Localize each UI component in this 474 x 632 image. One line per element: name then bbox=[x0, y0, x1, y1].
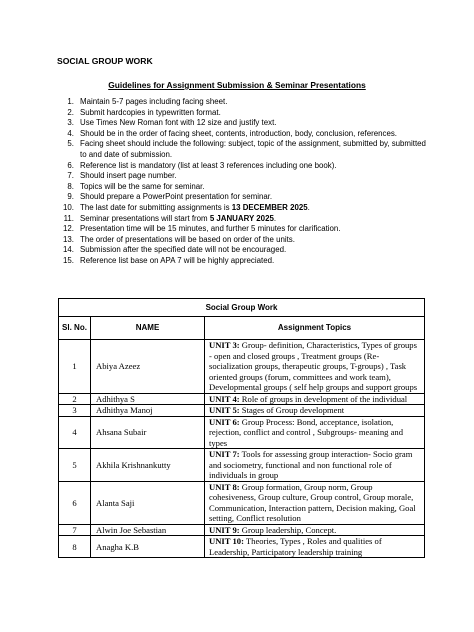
cell-sl-no: 8 bbox=[59, 536, 91, 558]
header-sl-no: Sl. No. bbox=[59, 317, 91, 340]
guideline-text: Presentation time will be 15 minutes, and further 5 minutes for clarification. bbox=[80, 224, 341, 234]
guideline-number: 6. bbox=[67, 160, 74, 170]
guideline-number: 2. bbox=[67, 107, 74, 117]
guideline-item bbox=[58, 203, 428, 214]
guideline-item bbox=[58, 214, 428, 225]
guideline-item bbox=[58, 245, 428, 256]
unit-label: UNIT 9: bbox=[209, 524, 240, 535]
cell-sl-no: 1 bbox=[59, 340, 91, 394]
unit-label: UNIT 3: bbox=[209, 340, 240, 350]
guideline-item bbox=[58, 97, 428, 108]
guideline-date: 5 JANUARY 2025 bbox=[209, 213, 274, 223]
unit-label: UNIT 5: bbox=[209, 405, 240, 415]
guideline-item bbox=[58, 129, 428, 140]
guideline-text bbox=[80, 214, 428, 225]
guideline-number: 11. bbox=[63, 213, 74, 223]
topic-text: Role of groups in development of the individual bbox=[239, 393, 408, 404]
cell-student-name: Akhila Krishnankutty bbox=[91, 449, 205, 482]
cell-assignment-topic bbox=[205, 481, 425, 524]
cell-sl-no: 3 bbox=[59, 405, 91, 417]
table-row bbox=[59, 393, 425, 405]
topic-text: Group- definition, Characteristics, Types of groups - open and closed groups , Treatment groups (Re-socialization groups, therapeutic groups, T-groups) , Task oriented groups (forum, committees and work team), Developmental groups ( self help groups and support groups bbox=[209, 340, 418, 392]
cell-assignment-topic bbox=[205, 405, 425, 417]
guidelines-list bbox=[58, 97, 428, 267]
guideline-item bbox=[58, 192, 428, 203]
table-row bbox=[59, 524, 425, 536]
cell-assignment-topic bbox=[205, 536, 425, 558]
table-body bbox=[59, 340, 425, 558]
guideline-number: 14. bbox=[63, 245, 74, 255]
table-header-row bbox=[59, 317, 425, 340]
topic-text: Group formation, Group norm, Group cohesiveness, Group culture, Group control, Group morale, Communication, Interaction pattern, Decision making, Goal setting, Conflict resolution bbox=[209, 481, 416, 523]
cell-sl-no: 4 bbox=[59, 416, 91, 449]
guideline-number: 5. bbox=[67, 139, 74, 149]
cell-sl-no: 7 bbox=[59, 524, 91, 536]
guideline-text-suffix: . bbox=[307, 202, 310, 212]
guideline-number: 13. bbox=[63, 234, 74, 244]
guideline-text bbox=[80, 203, 428, 214]
cell-student-name: Alanta Saji bbox=[91, 481, 205, 524]
guideline-text: Should be in the order of facing sheet, contents, introduction, body, conclusion, references. bbox=[80, 128, 397, 138]
cell-sl-no: 2 bbox=[59, 393, 91, 405]
guideline-text: Submit hardcopies in typewritten format. bbox=[80, 107, 221, 117]
guideline-text-prefix: The last date for submitting assignments is bbox=[80, 202, 232, 212]
guideline-number: 1. bbox=[67, 97, 74, 106]
guideline-number: 3. bbox=[67, 118, 74, 128]
cell-student-name: Alwin Joe Sebastian bbox=[91, 524, 205, 536]
table-row bbox=[59, 481, 425, 524]
guideline-text: Use Times New Roman font with 12 size and justify text. bbox=[80, 118, 277, 128]
guideline-number: 4. bbox=[67, 128, 74, 138]
cell-assignment-topic bbox=[205, 416, 425, 449]
table-row bbox=[59, 340, 425, 394]
guideline-number: 10. bbox=[63, 202, 74, 212]
unit-label: UNIT 7: bbox=[209, 449, 240, 459]
unit-label: UNIT 4: bbox=[209, 393, 240, 404]
table-row bbox=[59, 416, 425, 449]
unit-label: UNIT 8: bbox=[209, 481, 240, 492]
guideline-item bbox=[58, 171, 428, 182]
guideline-item bbox=[58, 256, 428, 267]
guideline-text: Facing sheet should include the following: subject, topic of the assignment, submitted by, submitted to and date of submission. bbox=[80, 139, 426, 159]
guideline-text: Topics will be the same for seminar. bbox=[80, 181, 205, 191]
topic-text: Tools for assessing group interaction- Socio gram and sociometry, functional and non functional role of individuals in group bbox=[209, 449, 413, 480]
document-title: SOCIAL GROUP WORK bbox=[57, 56, 153, 66]
guideline-item bbox=[58, 235, 428, 246]
guideline-text: Should insert page number. bbox=[80, 171, 177, 181]
topic-text: Group Process: Bond, acceptance, isolation, rejection, conflict and control , Subgroups- meaning and types bbox=[209, 416, 404, 448]
cell-assignment-topic bbox=[205, 340, 425, 394]
guideline-number: 15. bbox=[63, 255, 74, 265]
cell-assignment-topic bbox=[205, 449, 425, 482]
cell-sl-no: 5 bbox=[59, 449, 91, 482]
guideline-text: Maintain 5-7 pages including facing sheet. bbox=[80, 97, 228, 106]
guideline-number: 8. bbox=[67, 181, 74, 191]
guideline-text: Reference list is mandatory (list at least 3 references including one book). bbox=[80, 160, 337, 170]
guideline-number: 12. bbox=[63, 224, 74, 234]
guideline-item bbox=[58, 182, 428, 193]
cell-sl-no: 6 bbox=[59, 481, 91, 524]
guideline-number: 9. bbox=[67, 192, 74, 202]
topic-text: Theories, Types , Roles and qualities of Leadership, Participatory leadership training bbox=[209, 536, 382, 557]
table-row bbox=[59, 536, 425, 558]
table-row bbox=[59, 449, 425, 482]
guideline-date: 13 DECEMBER 2025 bbox=[231, 202, 308, 212]
cell-student-name: Ahsana Subair bbox=[91, 416, 205, 449]
guideline-item bbox=[58, 224, 428, 235]
guideline-text: Reference list base on APA 7 will be highly appreciated. bbox=[80, 255, 275, 265]
table-caption: Social Group Work bbox=[59, 299, 425, 317]
guideline-text-suffix: . bbox=[273, 213, 277, 223]
cell-student-name: Abiya Azeez bbox=[91, 340, 205, 394]
guidelines-heading: Guidelines for Assignment Submission & Seminar Presentations bbox=[108, 80, 366, 90]
guideline-text: The order of presentations will be based on order of the units. bbox=[80, 234, 295, 244]
cell-assignment-topic bbox=[205, 393, 425, 405]
header-assignment-topics: Assignment Topics bbox=[205, 317, 425, 340]
guideline-number: 7. bbox=[67, 171, 74, 181]
guideline-item bbox=[58, 118, 428, 129]
guideline-text: Submission after the specified date will not be encouraged. bbox=[80, 245, 287, 255]
header-name: NAME bbox=[91, 317, 205, 340]
cell-student-name: Adhithya Manoj bbox=[91, 405, 205, 417]
unit-label: UNIT 10: bbox=[209, 536, 244, 546]
cell-student-name: Adhithya S bbox=[91, 393, 205, 405]
guideline-text: Should prepare a PowerPoint presentation for seminar. bbox=[80, 192, 273, 202]
cell-assignment-topic bbox=[205, 524, 425, 536]
guideline-item bbox=[58, 108, 428, 119]
topic-text: Group leadership, Concept. bbox=[239, 524, 337, 535]
unit-label: UNIT 6: bbox=[209, 416, 240, 427]
assignment-table bbox=[58, 298, 425, 558]
cell-student-name: Anagha K.B bbox=[91, 536, 205, 558]
topic-text: Stages of Group development bbox=[239, 405, 345, 415]
guideline-item bbox=[58, 161, 428, 172]
table-row bbox=[59, 405, 425, 417]
guideline-text-prefix: Seminar presentations will start from bbox=[80, 213, 210, 223]
table-caption-row bbox=[59, 299, 425, 317]
guideline-item bbox=[58, 139, 428, 160]
